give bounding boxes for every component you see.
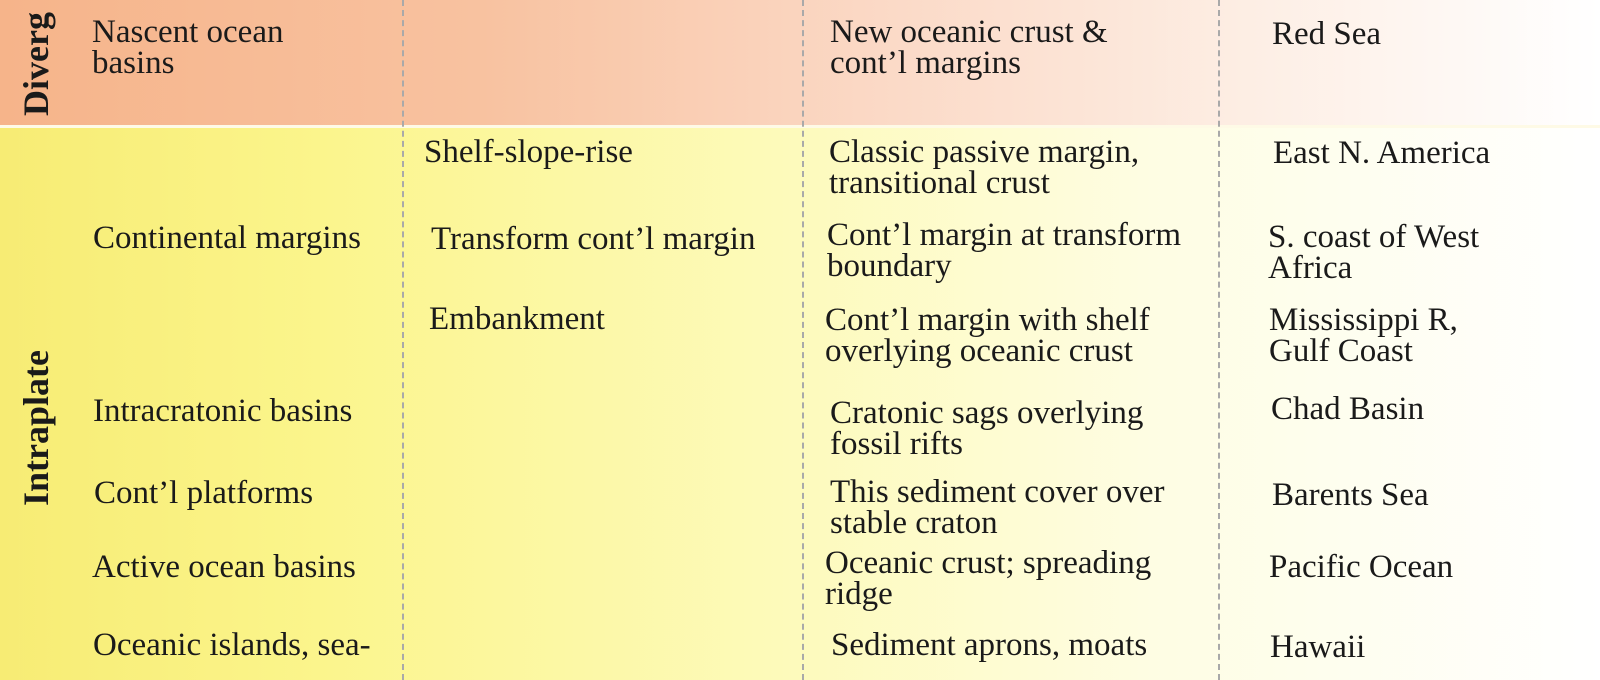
cell-line: This sediment cover over xyxy=(830,474,1165,510)
cell-setting-oceanic-islands xyxy=(93,627,371,663)
cell-setting-active-ocean xyxy=(92,549,356,585)
cell-setting-nascent-ocean xyxy=(92,14,284,81)
cell-description-shelf-slope-rise xyxy=(829,134,1140,201)
cell-line: Nascent ocean xyxy=(92,14,284,50)
cell-setting-continental-margins xyxy=(93,220,361,256)
cell-line: Transform cont’l margin xyxy=(431,221,756,257)
cell-line: Shelf-slope-rise xyxy=(424,134,633,170)
cell-line: Hawaii xyxy=(1270,629,1366,665)
cell-example-barents-sea xyxy=(1272,477,1429,513)
cell-line: Classic passive margin, xyxy=(829,134,1140,170)
cell-line: Active ocean basins xyxy=(92,549,356,585)
cell-line: Intracratonic basins xyxy=(93,393,353,429)
cell-line: stable craton xyxy=(830,505,998,541)
cell-line: ridge xyxy=(825,576,893,612)
cell-description-embankment xyxy=(825,302,1150,369)
cell-subtype-transform-margin xyxy=(431,221,756,257)
cell-line: Embankment xyxy=(429,301,605,337)
column-divider-2 xyxy=(802,0,804,680)
cell-line: Oceanic crust; spreading xyxy=(825,545,1152,581)
cell-line: New oceanic crust & xyxy=(830,14,1108,50)
column-divider-3 xyxy=(1218,0,1220,680)
cell-example-mississippi xyxy=(1269,302,1458,369)
cell-line: Africa xyxy=(1268,250,1353,286)
cell-description-transform-margin xyxy=(827,217,1182,284)
cell-line: Cont’l platforms xyxy=(94,475,314,511)
cell-line: Cont’l margin with shelf xyxy=(825,302,1150,338)
cell-description-active-ocean xyxy=(825,545,1152,612)
cell-line: fossil rifts xyxy=(830,426,963,462)
cell-line: Barents Sea xyxy=(1272,477,1429,513)
cell-setting-intracratonic xyxy=(93,393,353,429)
cell-line: Chad Basin xyxy=(1271,391,1425,427)
cell-line: Pacific Ocean xyxy=(1269,549,1454,585)
column-divider-1 xyxy=(402,0,404,680)
cell-example-east-n-america xyxy=(1273,135,1491,171)
cell-subtype-embankment xyxy=(429,301,605,337)
cell-subtype-shelf-slope-rise xyxy=(424,134,633,170)
cell-line: basins xyxy=(92,45,175,81)
cell-line: Sediment aprons, moats xyxy=(831,627,1148,663)
cell-line: transitional crust xyxy=(829,165,1050,201)
cell-line: Cratonic sags overlying xyxy=(830,395,1144,431)
cell-line: S. coast of West xyxy=(1268,219,1480,255)
row-separator xyxy=(0,125,1600,128)
cell-line: Gulf Coast xyxy=(1269,333,1413,369)
cell-example-west-africa xyxy=(1268,219,1480,286)
cell-line: East N. America xyxy=(1273,135,1491,171)
cell-example-pacific-ocean xyxy=(1269,549,1454,585)
cell-example-chad-basin xyxy=(1271,391,1425,427)
cell-example-hawaii xyxy=(1270,629,1366,665)
cell-line: Continental margins xyxy=(93,220,361,256)
cell-line: boundary xyxy=(827,248,952,284)
cell-description-oceanic-islands xyxy=(831,627,1148,663)
cell-line: overlying oceanic crust xyxy=(825,333,1133,369)
cell-line: Mississippi R, xyxy=(1269,302,1458,338)
cell-description-intracratonic xyxy=(830,395,1144,462)
cell-setting-platforms xyxy=(94,475,314,511)
group-label-divergent: Diverg xyxy=(16,12,56,116)
cell-description-platforms xyxy=(830,474,1165,541)
cell-example-red-sea xyxy=(1272,16,1382,52)
group-label-intraplate: Intraplate xyxy=(16,350,56,506)
cell-description-nascent-ocean xyxy=(830,14,1108,81)
cell-line: Oceanic islands, sea- xyxy=(93,627,371,663)
cell-line: Red Sea xyxy=(1272,16,1382,52)
cell-line: cont’l margins xyxy=(830,45,1021,81)
cell-line: Cont’l margin at transform xyxy=(827,217,1182,253)
